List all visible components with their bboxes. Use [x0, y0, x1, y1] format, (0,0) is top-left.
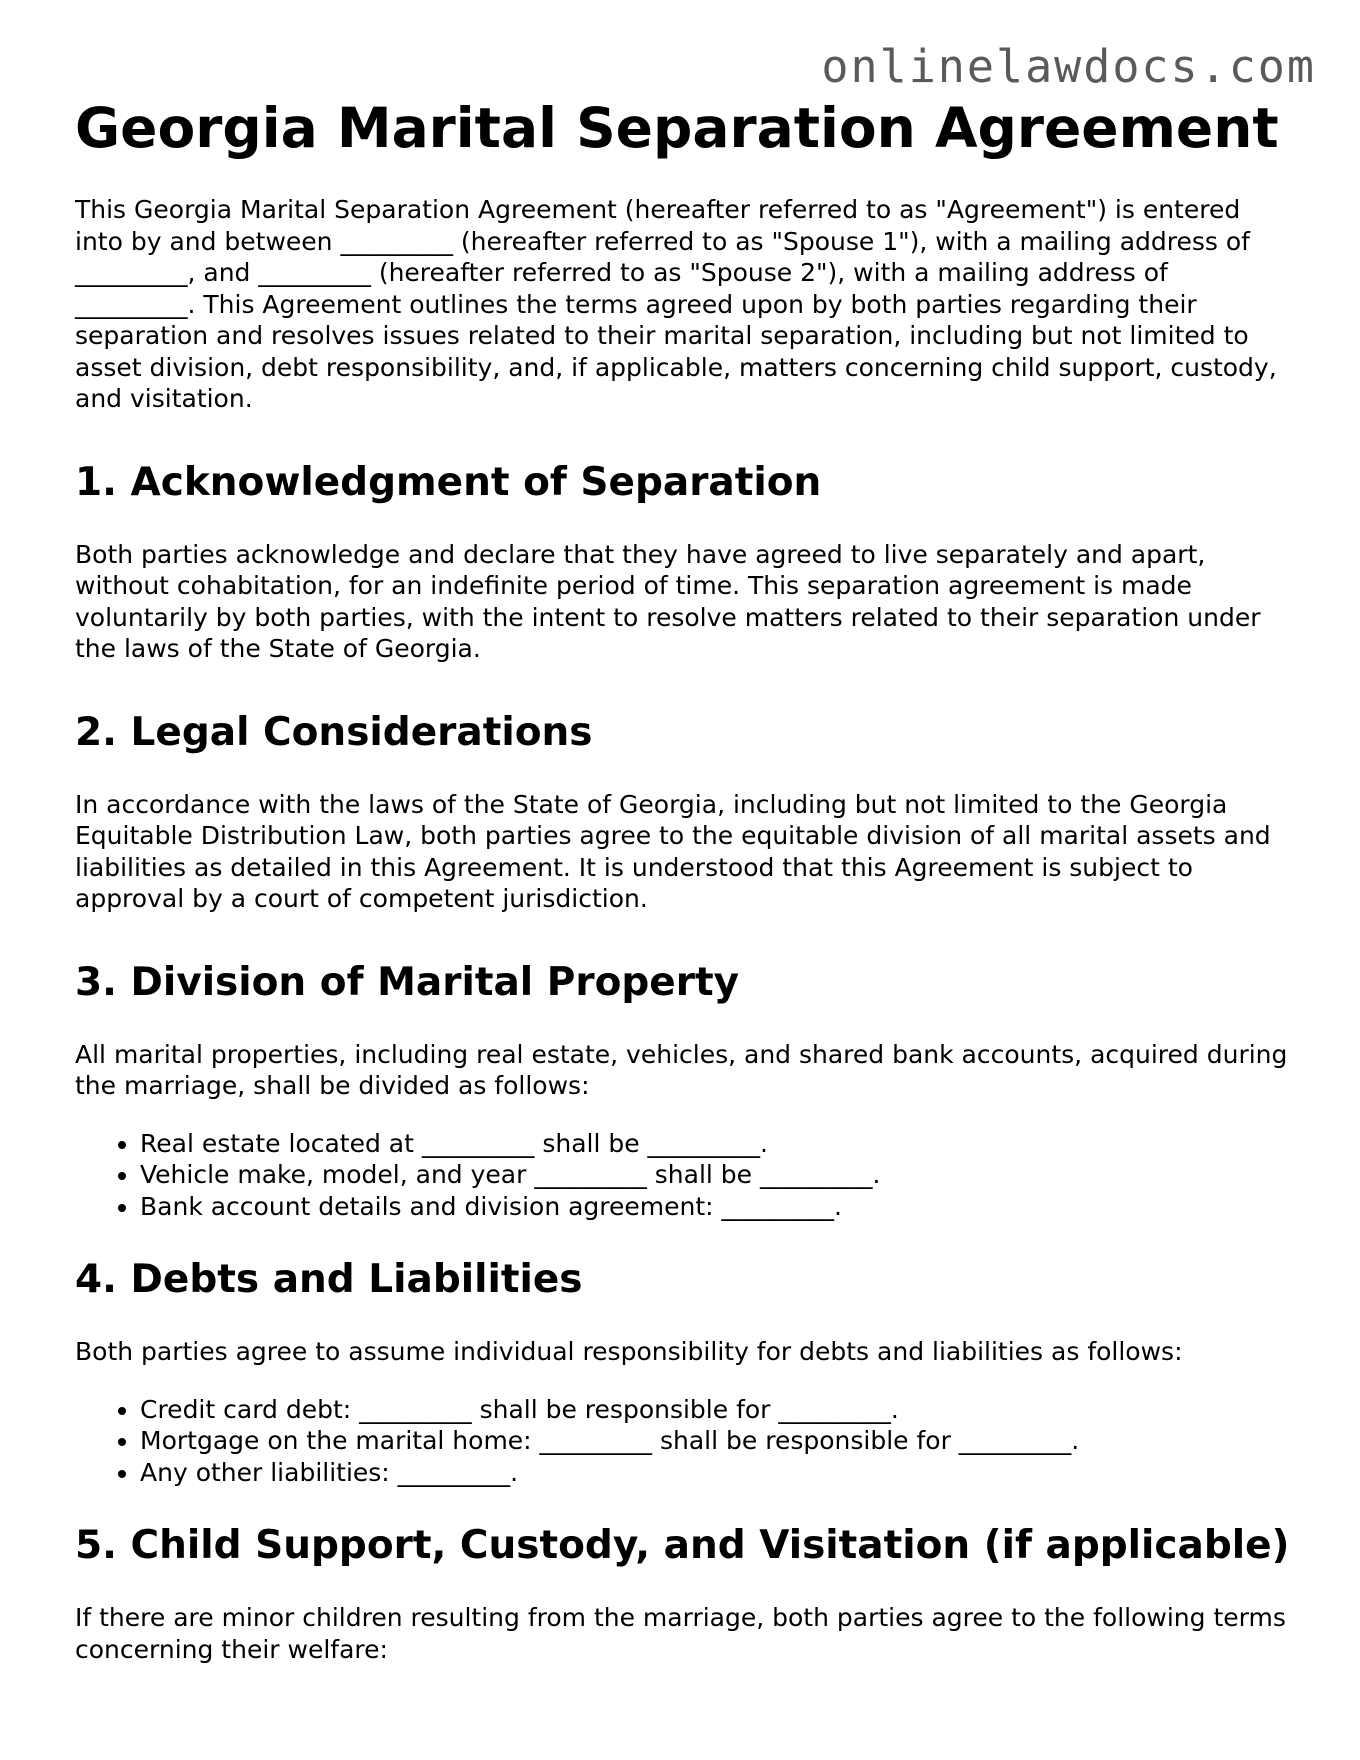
section-4-heading: 4. Debts and Liabilities [75, 1257, 583, 1302]
list-item: • Any other liabilities: _________. [140, 1457, 1295, 1489]
site-watermark: onlinelawdocs.com [821, 40, 1316, 93]
section-1-heading: 1. Acknowledgment of Separation [75, 459, 822, 505]
section-4-list [75, 1394, 1295, 1489]
document-page [75, 96, 1295, 1709]
section-3-list [75, 1128, 1295, 1223]
section-3-body: All marital properties, including real estate, vehicles, and shared bank accounts, acquired during the marriage, shall be divided as follows: [75, 1039, 1288, 1100]
list-item: • Credit card debt: _________ shall be responsible for _________. [140, 1394, 1295, 1426]
list-item: • Vehicle make, model, and year _________ shall be _________. [140, 1159, 1295, 1191]
section-4-body: Both parties agree to assume individual responsibility for debts and liabilities as follows: [75, 1337, 1183, 1366]
section-3-heading: 3. Division of Marital Property [75, 959, 740, 1005]
section-2-body: In accordance with the laws of the State of Georgia, including but not limited to the Georgia Equitable Distribution Law, both parties agree to the equitable division of all marital assets and liabilities as detailed in this Agreement. It is understood that this Agreement is subject to approval by a court of competent jurisdiction. [75, 789, 1271, 913]
list-item: • Bank account details and division agreement: _________. [140, 1191, 1295, 1223]
section-1-body: Both parties acknowledge and declare that they have agreed to live separately and apart, without cohabitation, for an indefinite period of time. This separation agreement is made voluntarily by both parties, with the intent to resolve matters related to their separation under the laws of the State of Georgia. [75, 539, 1261, 663]
document-title: Georgia Marital Separation Agreement [75, 96, 1279, 160]
list-item: • Mortgage on the marital home: _________ shall be responsible for _________. [140, 1425, 1295, 1457]
list-item: • Real estate located at _________ shall be _________. [140, 1128, 1295, 1160]
section-2-heading: 2. Legal Considerations [75, 709, 593, 755]
section-5-body: If there are minor children resulting from the marriage, both parties agree to the following terms concerning their welfare: [75, 1603, 1286, 1664]
intro-paragraph: This Georgia Marital Separation Agreement (hereafter referred to as "Agreement") is entered into by and between _________ (hereafter referred to as "Spouse 1"), with a mailing address of _________, and _________ (hereafter referred to as "Spouse 2"), with a mailing address of _________. This Agreement outlines the terms agreed upon by both parties regarding their separation and resolves issues related to their marital separation, including but not limited to asset division, debt responsibility, and, if applicable, matters concerning child support, custody, and visitation. [75, 195, 1277, 413]
section-5-heading: 5. Child Support, Custody, and Visitation (if applicable) [75, 1523, 1290, 1568]
